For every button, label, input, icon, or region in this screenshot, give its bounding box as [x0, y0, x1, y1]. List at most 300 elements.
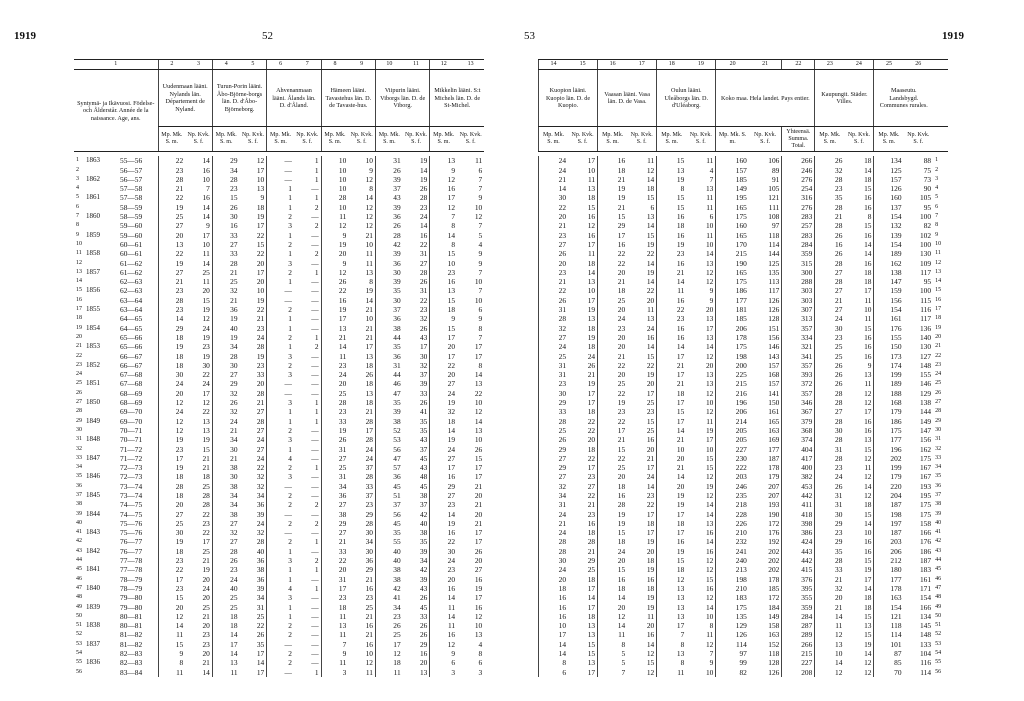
table-cell: 16 [646, 332, 655, 342]
table-cell: — [311, 314, 319, 324]
table-cell: 2 [267, 268, 294, 277]
table-cell: 2 [314, 500, 319, 510]
table-row [74, 454, 484, 463]
table-cell: 21 [256, 314, 265, 324]
table-row [74, 603, 484, 612]
table-cell: 14 [705, 509, 714, 519]
table-cell: 14 [705, 537, 714, 547]
table-cell: 14 [864, 481, 872, 491]
table-cell: 24 [598, 314, 628, 323]
table-cell: — [311, 658, 319, 668]
table-cell: 22 [646, 286, 655, 296]
table-cell: 178 [716, 333, 749, 342]
table-cell: 22 [646, 249, 655, 259]
table-cell: 14 [419, 165, 428, 175]
table-cell: 14 [202, 212, 210, 222]
table-cell: 97 [771, 221, 780, 231]
table-cell: 21 [657, 463, 687, 472]
table-cell: 179 [874, 472, 904, 481]
table-cell: 22 [419, 295, 428, 305]
table-cell: 19 [419, 156, 428, 166]
table-cell: 22 [646, 360, 655, 370]
table-cell: 14 [815, 612, 845, 621]
table-cell: 17 [705, 435, 714, 445]
table-cell: 14 [430, 426, 457, 435]
table-cell: 44 [376, 370, 403, 379]
table-cell: 11 [365, 667, 373, 677]
table-cell: 36 [376, 314, 403, 323]
table-row [74, 417, 484, 426]
table-cell: 20 [646, 546, 655, 556]
table-cell: 16 [598, 240, 628, 249]
table-cell: 17 [474, 472, 483, 482]
table-cell: 379 [782, 417, 815, 426]
table-cell: 22 [202, 528, 210, 538]
table-cell: 23 [598, 407, 628, 416]
table-cell: 21 [365, 407, 373, 417]
table-cell: 18 [158, 352, 185, 361]
table-row [539, 482, 949, 491]
table-cell: 23 [202, 342, 210, 352]
table-cell: 30 [539, 389, 569, 398]
table-cell: 18 [864, 593, 872, 603]
table-cell: 26 [815, 370, 845, 379]
table-row [74, 342, 484, 351]
table-row [74, 482, 484, 491]
table-cell: 10 [202, 174, 210, 184]
table-cell: 20 [76, 333, 82, 340]
table-cell: 23 [256, 360, 265, 370]
table-row [74, 352, 484, 361]
table-cell: 20 [598, 305, 628, 314]
table-cell: 23 [212, 184, 239, 193]
table-cell: 6 [709, 212, 714, 222]
table-cell: 95 [923, 202, 932, 212]
table-cell: 97 [716, 649, 749, 658]
table-cell: 36 [376, 352, 403, 361]
table-cell: 34 [212, 500, 239, 509]
table-cell: 23 [419, 202, 428, 212]
table-cell: 33 [419, 388, 428, 398]
table-cell: 1 [267, 277, 294, 286]
table-cell: 29 [935, 417, 942, 424]
table-cell: 24 [815, 314, 845, 323]
table-cell: 10 [321, 184, 348, 193]
table-cell: 9 [709, 295, 714, 305]
table-cell: 200 [716, 361, 749, 370]
table-cell: 16 [598, 156, 628, 165]
table-cell: 393 [782, 370, 815, 379]
table-cell: 19 [256, 212, 265, 222]
table-cell: 24 [539, 565, 569, 574]
table-cell: 12 [815, 630, 845, 639]
table-cell: 10 [935, 240, 942, 247]
table-cell: 22 [587, 453, 596, 463]
table-cell: 18 [202, 472, 210, 482]
table-row [539, 537, 949, 546]
table-cell: 220 [874, 482, 904, 491]
table-row [539, 630, 949, 639]
table-cell: 104 [919, 649, 932, 659]
table-cell: 8 [657, 184, 687, 193]
table-cell: 11 [158, 630, 185, 639]
table-cell: 203 [874, 537, 904, 546]
table-cell: 39 [76, 510, 82, 517]
table-cell: 24 [539, 166, 569, 175]
table-cell: 16 [864, 546, 872, 556]
table-cell: 13 [212, 658, 239, 667]
table-cell: 33 [365, 481, 373, 491]
table-cell: 395 [782, 584, 815, 593]
left-page-number: 52 [262, 30, 273, 42]
table-cell: 15 [430, 324, 457, 333]
table-row [539, 203, 949, 212]
table-cell: 20 [598, 472, 628, 481]
table-cell: 36 [935, 482, 942, 489]
table-cell: 198 [874, 510, 904, 519]
province-header: Oulun lääni. Uleåborgs län. D. d'Uléaborg. [657, 70, 716, 127]
table-cell: 35 [419, 425, 428, 435]
table-cell: 11 [365, 249, 373, 259]
table-cell: 15 [598, 212, 628, 221]
table-cell: 1855 [86, 305, 100, 314]
table-cell: 158 [919, 518, 932, 528]
table-cell: 19 [646, 267, 655, 277]
sex-header: Mp. Mk. S. m. [598, 127, 628, 152]
table-cell: 116 [920, 658, 932, 668]
table-cell: 15 [646, 658, 655, 668]
table-cell: 5 [935, 194, 939, 201]
table-cell: 7 [478, 221, 483, 231]
table-cell: 62—63 [120, 286, 143, 296]
table-cell: 21 [474, 518, 483, 528]
table-cell: 17 [657, 352, 687, 361]
table-cell: 19 [158, 203, 185, 212]
table-cell: 23 [587, 472, 596, 482]
table-row [74, 463, 484, 472]
table-cell: 178 [768, 574, 780, 584]
table-cell: 87 [874, 649, 904, 658]
table-cell: 14 [646, 258, 655, 268]
table-cell: 29 [815, 519, 845, 528]
table-row [74, 398, 484, 407]
table-cell: 121 [768, 193, 780, 203]
table-cell: 38 [76, 501, 82, 508]
table-cell: 17 [158, 454, 185, 463]
table-cell: 12 [474, 212, 483, 222]
table-cell: 19 [430, 519, 457, 528]
table-cell: 105 [768, 184, 780, 194]
table-cell: 15 [430, 296, 457, 305]
table-cell: 19 [705, 425, 714, 435]
table-cell: 82 [923, 221, 932, 231]
table-cell: 17 [202, 230, 210, 240]
table-cell: 25 [376, 630, 403, 639]
table-cell: 114 [768, 239, 780, 249]
right-year: 1919 [942, 30, 964, 42]
table-cell: 30 [212, 212, 239, 221]
table-cell: 3 [267, 370, 294, 379]
table-cell: 21 [365, 574, 373, 584]
table-cell: 17 [657, 398, 687, 407]
table-cell: 165 [716, 268, 749, 277]
table-cell: 114 [920, 667, 932, 677]
table-cell: 17 [376, 640, 403, 649]
table-cell: 39 [376, 175, 403, 184]
table-cell: 235 [716, 491, 749, 500]
table-cell: 45 [376, 482, 403, 491]
table-cell: 9 [709, 286, 714, 296]
table-cell: 76—77 [120, 537, 143, 547]
table-row [539, 221, 949, 230]
table-cell: 20 [158, 603, 185, 612]
table-cell: 202 [768, 565, 780, 575]
table-cell: 21 [158, 184, 185, 193]
table-cell: 32 [256, 528, 265, 538]
table-cell: — [311, 453, 319, 463]
table-cell: 8 [935, 222, 939, 229]
table-cell: 25 [158, 212, 185, 221]
table-cell: 3 [430, 668, 457, 677]
table-cell: 28 [256, 537, 265, 547]
table-cell: 28 [815, 417, 845, 426]
table-row [74, 519, 484, 528]
table-cell: 18 [864, 602, 872, 612]
table-cell: 39 [376, 203, 403, 212]
table-cell: 4 [478, 639, 483, 649]
table-cell: 16 [430, 472, 457, 481]
table-cell: 22 [598, 259, 628, 268]
table-cell: 79—80 [120, 593, 143, 603]
table-cell: 22 [598, 389, 628, 398]
table-cell: 25 [539, 426, 569, 435]
table-cell: 2 [267, 212, 294, 221]
table-cell: 53 [76, 640, 82, 647]
table-cell: 20 [705, 305, 714, 315]
table-cell: 1 [267, 575, 294, 584]
table-cell: 257 [782, 221, 815, 230]
table-row [539, 398, 949, 407]
table-cell: 130 [919, 249, 932, 259]
table-cell: 102 [919, 230, 932, 240]
table-cell: 442 [782, 491, 815, 500]
table-cell: 34 [419, 556, 428, 566]
table-cell: 19 [202, 305, 210, 315]
table-cell: 21 [539, 221, 569, 230]
table-cell: 6 [539, 668, 569, 677]
table-cell: 28 [321, 398, 348, 407]
table-row [74, 491, 484, 500]
table-cell: 15 [705, 574, 714, 584]
table-cell: 14 [474, 370, 483, 380]
table-cell: 17 [76, 306, 82, 313]
table-row [539, 603, 949, 612]
table-cell: 11 [864, 295, 872, 305]
table-cell: 18 [864, 174, 872, 184]
table-cell: 37 [376, 305, 403, 314]
table-cell: 240 [716, 556, 749, 565]
sex-header: Mp. Mk. S. m. [267, 127, 294, 152]
table-cell: 18 [587, 528, 596, 538]
table-cell: 18 [430, 417, 457, 426]
table-cell: 10 [365, 156, 373, 166]
table-cell: 32 [212, 389, 239, 398]
table-cell: 19 [646, 565, 655, 575]
table-cell: 24 [212, 417, 239, 426]
table-cell: 16 [657, 212, 687, 221]
table-cell: 30 [539, 193, 569, 202]
table-cell: 15 [598, 565, 628, 574]
table-cell: 16 [646, 574, 655, 584]
table-cell: 32 [419, 360, 428, 370]
table-cell: — [311, 621, 319, 631]
table-cell: 3 [267, 472, 294, 481]
table-cell: 43 [419, 463, 428, 473]
table-row [74, 649, 484, 658]
table-row [539, 361, 949, 370]
table-cell: 15 [646, 230, 655, 240]
table-cell: 36 [376, 212, 403, 221]
table-cell: 24 [935, 371, 942, 378]
table-cell: 34 [539, 491, 569, 500]
province-header: Kuopion lääni. Kuopio län. D. de Kuopio. [539, 70, 598, 127]
table-row [74, 537, 484, 546]
table-cell: 21 [158, 277, 185, 286]
table-cell: 9 [430, 166, 457, 175]
table-cell: 10 [705, 221, 714, 231]
table-row [539, 231, 949, 240]
table-cell: 26 [815, 231, 845, 240]
table-cell: 26 [212, 556, 239, 565]
table-cell: 18 [158, 361, 185, 370]
table-cell: 374 [782, 435, 815, 444]
table-cell: 17 [474, 537, 483, 547]
table-cell: 187 [768, 453, 780, 463]
table-cell: 33 [212, 231, 239, 240]
table-row [539, 417, 949, 426]
table-cell: 15 [158, 640, 185, 649]
table-row [539, 156, 949, 165]
table-cell [84, 184, 118, 193]
table-cell: 81—82 [120, 639, 143, 649]
table-cell: 16 [539, 603, 569, 612]
table-cell: 18 [365, 360, 373, 370]
table-cell: 144 [919, 407, 932, 417]
table-cell: 1861 [86, 193, 100, 202]
table-cell: 1844 [86, 509, 100, 518]
table-cell: 17 [158, 575, 185, 584]
table-cell: 357 [782, 324, 815, 333]
table-cell: 12 [158, 398, 185, 407]
table-cell: 17 [646, 463, 655, 473]
table-cell: 283 [782, 231, 815, 240]
table-row [539, 491, 949, 500]
table-row [74, 500, 484, 509]
table-cell: 54 [935, 650, 942, 657]
table-cell: 24 [365, 453, 373, 463]
table-cell: 192 [768, 537, 780, 547]
table-cell: 17 [657, 510, 687, 519]
table-row [74, 324, 484, 333]
table-cell: 146 [768, 342, 780, 352]
table-cell: 31 [419, 249, 428, 259]
table-cell: 23 [430, 500, 457, 509]
table-cell: 80—81 [120, 611, 143, 621]
table-cell: — [267, 668, 294, 677]
table-cell: 20 [474, 509, 483, 519]
table-cell: 42 [935, 538, 942, 545]
table-cell: 151 [768, 323, 780, 333]
table-cell: 125 [874, 166, 904, 175]
table-cell: 28 [539, 417, 569, 426]
table-cell [84, 575, 118, 584]
table-cell: 14 [646, 481, 655, 491]
table-cell: 32 [935, 445, 942, 452]
table-cell [84, 630, 118, 639]
table-cell: 168 [874, 398, 904, 407]
table-cell: 20 [815, 593, 845, 602]
table-cell: 2 [267, 240, 294, 249]
table-cell: 29 [598, 221, 628, 230]
table-cell: 20 [158, 389, 185, 398]
table-cell: 16 [657, 537, 687, 546]
table-row [74, 259, 484, 268]
table-cell: 17 [598, 426, 628, 435]
table-cell: 20 [657, 454, 687, 463]
table-cell: 108 [768, 212, 780, 222]
table-cell: 179 [768, 472, 780, 482]
table-cell: 12 [587, 221, 596, 231]
table-cell: 1 [76, 157, 79, 164]
table-cell: — [311, 277, 319, 287]
table-cell: 15 [212, 193, 239, 202]
table-cell: 4 [935, 185, 939, 192]
table-cell: 35 [815, 193, 845, 202]
table-cell: 14 [202, 667, 210, 677]
table-cell: 18 [598, 584, 628, 593]
table-cell: 31 [539, 305, 569, 314]
table-cell [84, 221, 118, 230]
table-cell: 27 [539, 240, 569, 249]
table-cell: 156 [919, 435, 932, 445]
table-cell: 24 [430, 389, 457, 398]
sex-header: Mp. Mk. S. m. [158, 127, 185, 152]
table-cell: 12 [864, 453, 872, 463]
table-cell: 177 [874, 575, 904, 584]
table-cell: 214 [716, 417, 749, 426]
table-cell: 41 [76, 529, 82, 536]
table-cell: 28 [815, 277, 845, 286]
table-cell: 43 [935, 547, 942, 554]
table-cell: 3 [267, 556, 294, 565]
table-cell: 11 [321, 212, 348, 221]
table-cell: 32 [76, 445, 82, 452]
table-cell: 1838 [86, 621, 100, 630]
table-cell: 196 [874, 445, 904, 454]
table-cell: 418 [782, 510, 815, 519]
table-cell: 166 [919, 528, 932, 538]
table-cell: 17 [864, 574, 872, 584]
table-row [539, 649, 949, 658]
table-cell: 346 [782, 398, 815, 407]
table-cell: 165 [768, 416, 780, 426]
table-cell: 16 [598, 575, 628, 584]
table-cell: 14 [657, 472, 687, 481]
table-row [539, 175, 949, 184]
table-cell: 14 [864, 518, 872, 528]
table-cell: 183 [919, 565, 932, 575]
table-row [74, 314, 484, 323]
